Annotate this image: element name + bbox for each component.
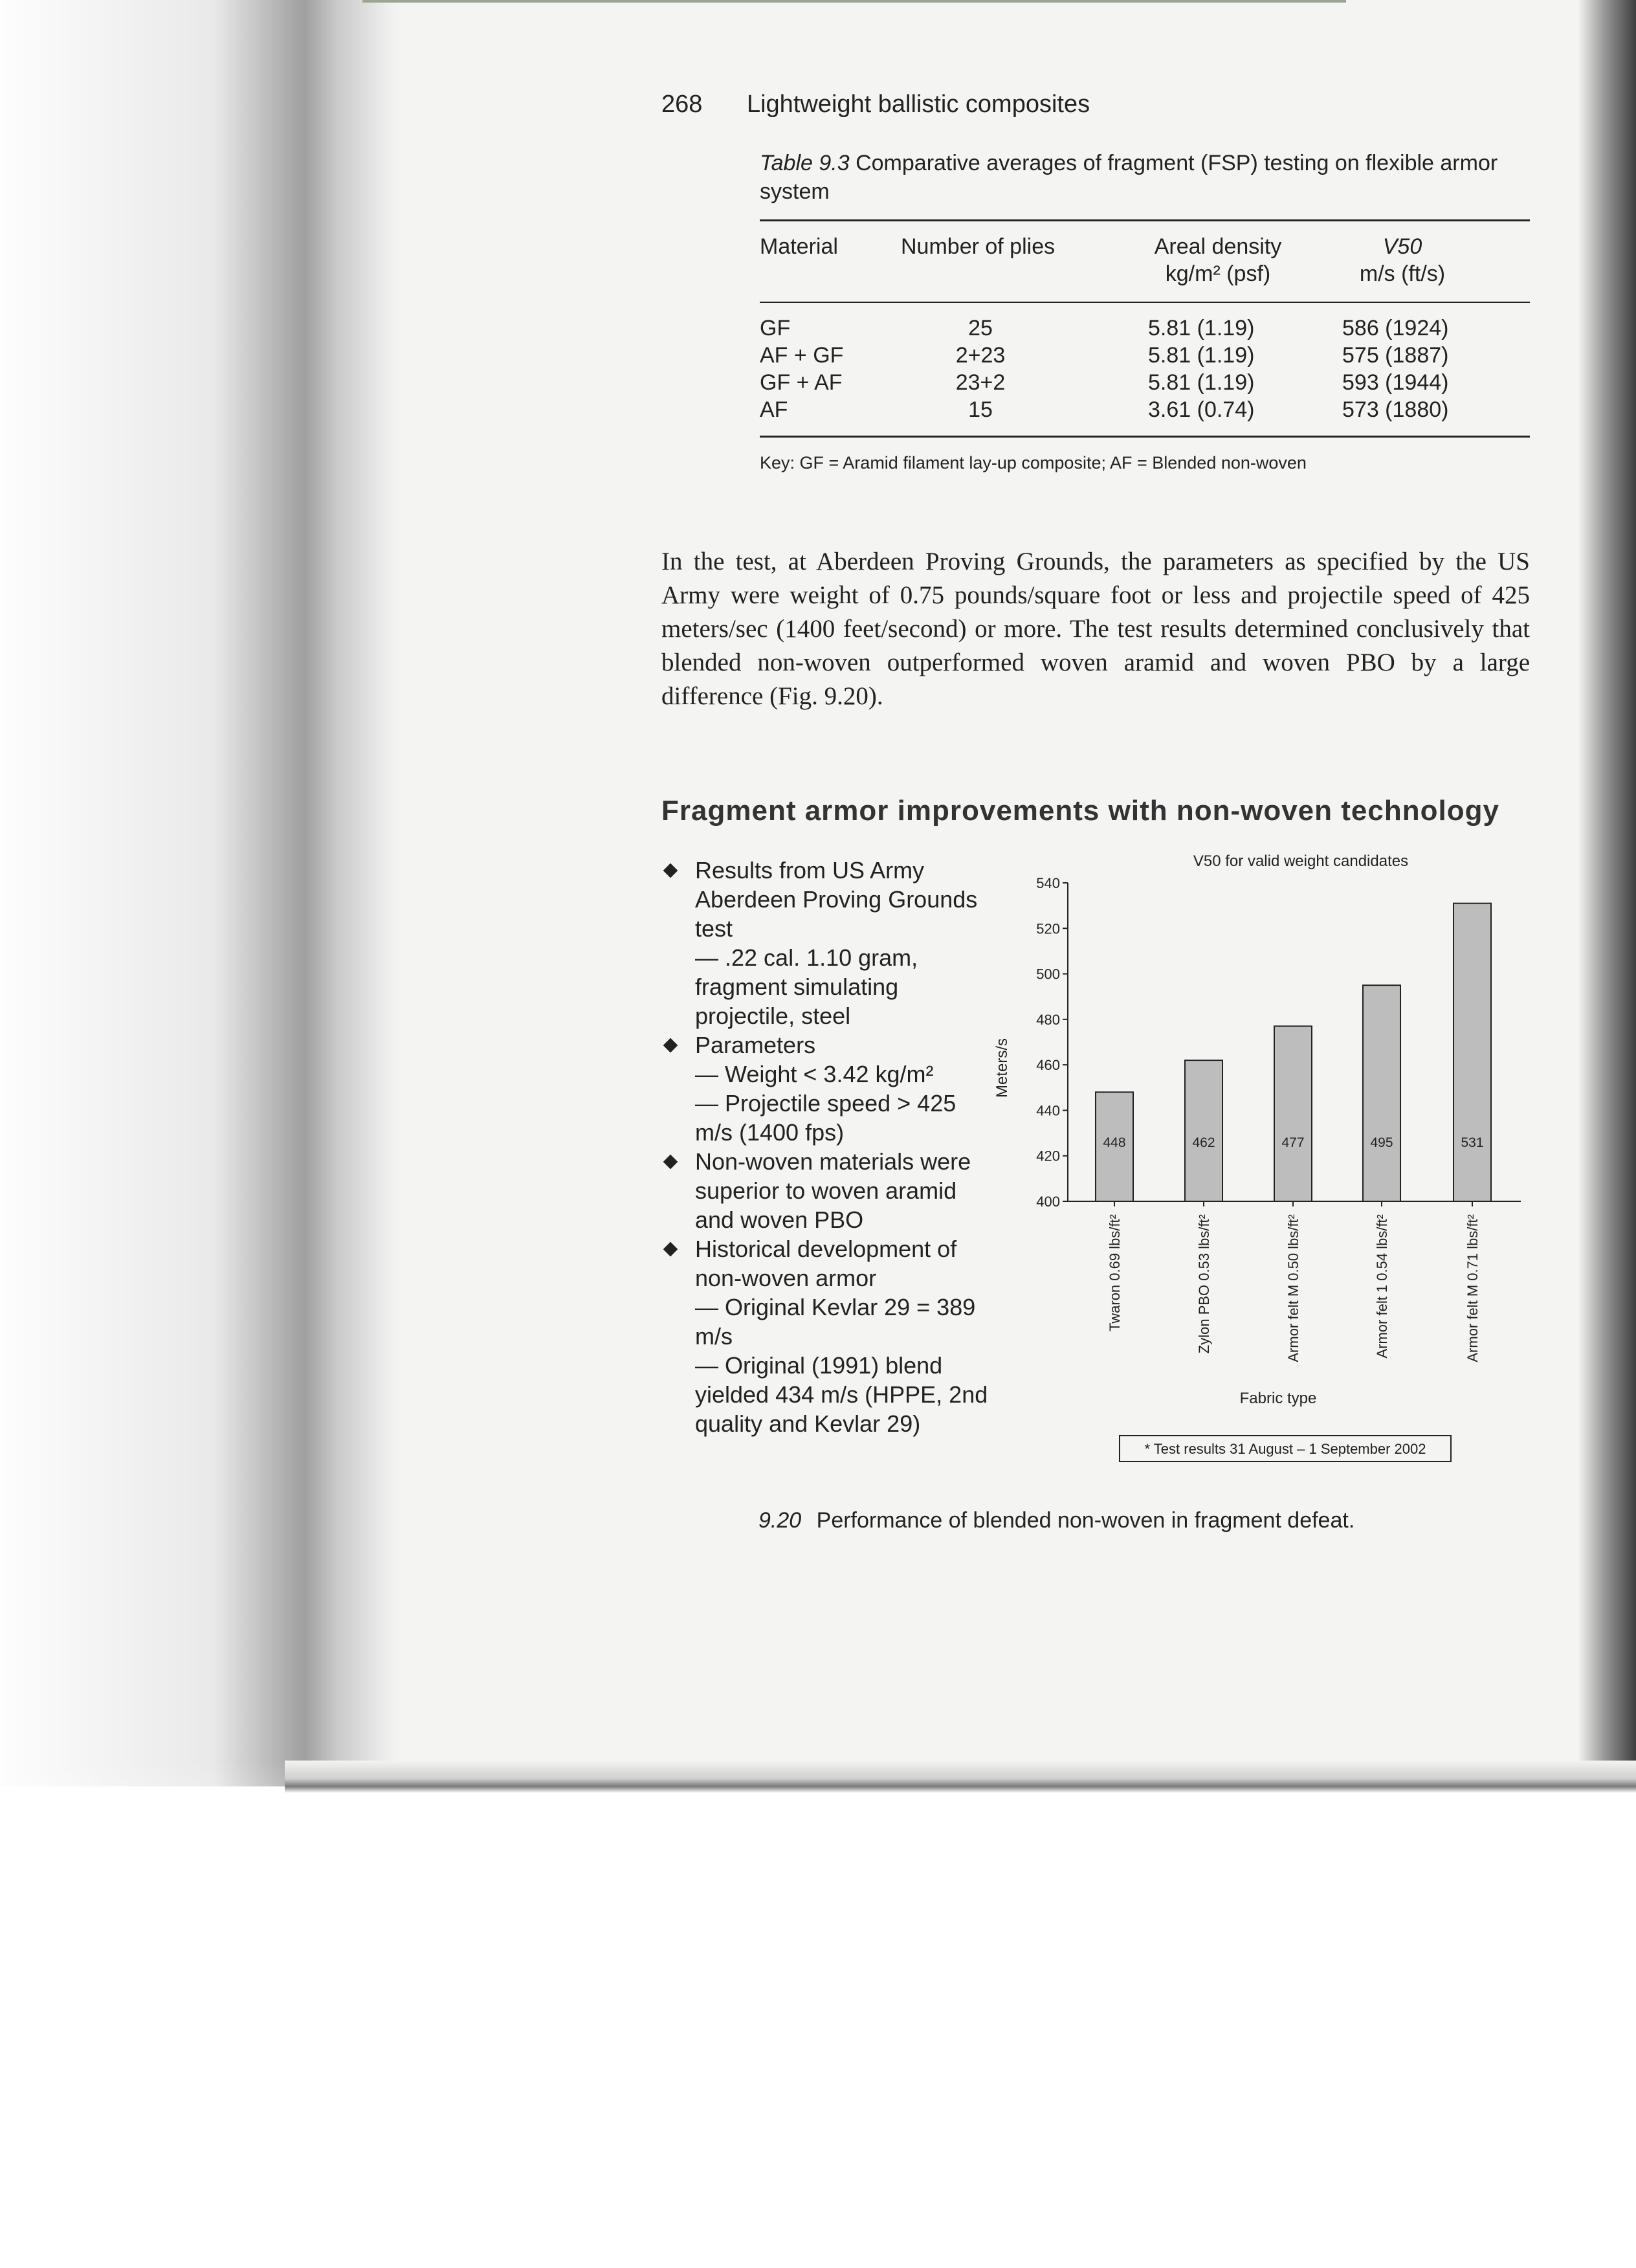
- header-density-label: Areal density: [1154, 234, 1282, 259]
- page-number: 268: [661, 91, 703, 118]
- y-tick-label: 500: [1036, 966, 1060, 983]
- table-key: Key: GF = Aramid filament lay-up composite; AF = Blended non-woven: [760, 453, 1307, 472]
- header-v50: [1341, 233, 1464, 287]
- header-v50-unit: m/s (ft/s): [1359, 261, 1446, 286]
- y-tick-label: 460: [1036, 1057, 1060, 1074]
- header-v50-label: V50: [1382, 234, 1422, 259]
- diamond-bullet-icon: [663, 863, 678, 878]
- table-cell-plies: 2+23: [955, 343, 1006, 368]
- table-cell-material: AF: [760, 397, 788, 422]
- test-note-text: * Test results 31 August – 1 September 2002: [1144, 1441, 1426, 1457]
- y-tick-label: 540: [1036, 875, 1060, 891]
- bullet-text: Historical development of non-woven armor: [695, 1236, 957, 1291]
- top-edge-line: [362, 0, 1346, 3]
- diamond-bullet-icon: [663, 1242, 678, 1257]
- bullet-text: Parameters: [695, 1032, 816, 1058]
- y-axis-label: Meters/s: [993, 1038, 1011, 1098]
- table-cell-density: 5.81 (1.19): [1148, 316, 1255, 340]
- figure-title: Fragment armor improvements with non-woven technology: [661, 795, 1499, 827]
- header-density: [1140, 233, 1296, 287]
- table-header-rule: [760, 302, 1530, 303]
- table-label: Table 9.3: [760, 151, 850, 175]
- table-top-rule: [760, 219, 1530, 221]
- bullet-item: [661, 1147, 998, 1234]
- chart-bar: [1454, 904, 1491, 1201]
- bar-value-label: 531: [1461, 1135, 1484, 1150]
- y-tick-label: 440: [1036, 1102, 1060, 1119]
- chart-bar: [1274, 1026, 1312, 1201]
- bullet-text: Non-woven materials were superior to woven aramid and woven PBO: [695, 1148, 971, 1233]
- running-head: [661, 91, 1090, 118]
- bar-value-label: 448: [1103, 1135, 1126, 1150]
- bullet-item: [661, 1030, 998, 1147]
- figure-bullet-list: [661, 856, 998, 1438]
- chart-bar: [1363, 985, 1400, 1201]
- bullet-subitem: — Weight < 3.42 kg/m²: [695, 1061, 934, 1087]
- running-title: Lightweight ballistic composites: [746, 91, 1090, 118]
- table-cell-plies: 25: [968, 316, 993, 340]
- header-material: Material: [760, 234, 838, 259]
- diamond-bullet-icon: [663, 1038, 678, 1053]
- x-tick-label: Zylon PBO 0.53 lbs/ft²: [1196, 1214, 1212, 1354]
- table-cell-material: GF: [760, 316, 791, 340]
- x-axis-label: Fabric type: [1239, 1390, 1317, 1407]
- bullet-subitem: — Projectile speed > 425 m/s (1400 fps): [695, 1090, 956, 1146]
- bullet-subitem: — Original (1991) blend yielded 434 m/s (HPPE, 2nd quality and Kevlar 29): [695, 1352, 988, 1437]
- bullet-item: [661, 1234, 998, 1438]
- chart-svg: [977, 841, 1527, 1476]
- table-caption: [760, 149, 1530, 206]
- x-tick-label: Armor felt M 0.50 lbs/ft²: [1285, 1214, 1301, 1362]
- table-cell-density: 5.81 (1.19): [1148, 343, 1255, 368]
- bar-value-label: 462: [1192, 1135, 1215, 1150]
- table-cell-density: 5.81 (1.19): [1148, 370, 1255, 395]
- scanner-background: [0, 1786, 1636, 2268]
- bullet-subitem: — .22 cal. 1.10 gram, fragment simulating projectile, steel: [695, 944, 918, 1029]
- table-cell-material: AF + GF: [760, 343, 844, 368]
- page-bottom-edge: [285, 1761, 1636, 1793]
- table-caption-text: Comparative averages of fragment (FSP) testing on flexible armor system: [760, 151, 1498, 204]
- table-cell-v50: 586 (1924): [1342, 316, 1449, 340]
- header-plies: Number of plies: [901, 234, 1056, 259]
- page-right-edge-shadow: [1578, 0, 1636, 1806]
- chart-title: V50 for valid weight candidates: [1193, 852, 1409, 870]
- v50-bar-chart: [977, 841, 1527, 1476]
- y-tick-label: 420: [1036, 1148, 1060, 1164]
- y-tick-label: 400: [1036, 1194, 1060, 1210]
- header-density-unit: kg/m² (psf): [1165, 261, 1271, 286]
- figure-caption: [758, 1508, 1354, 1533]
- table-cell-v50: 573 (1880): [1342, 397, 1449, 422]
- x-tick-label: Armor felt 1 0.54 lbs/ft²: [1374, 1214, 1390, 1359]
- bar-value-label: 495: [1370, 1135, 1393, 1150]
- x-tick-label: Twaron 0.69 lbs/ft²: [1107, 1214, 1123, 1331]
- bar-value-label: 477: [1281, 1135, 1305, 1150]
- y-tick-label: 480: [1036, 1011, 1060, 1028]
- table-cell-material: GF + AF: [760, 370, 843, 395]
- table-bottom-rule: [760, 436, 1530, 438]
- body-paragraph: In the test, at Aberdeen Proving Grounds, the parameters as specified by the US Army were weight of 0.75 pounds/square foot or less and projectile speed of 425 meters/sec (1400 feet/second) or more. The test results determined conclusively that blended non-woven outperformed woven aramid and woven PBO by a large difference (Fig. 9.20).: [661, 548, 1530, 710]
- table-cell-plies: 23+2: [955, 370, 1006, 395]
- table-cell-v50: 593 (1944): [1342, 370, 1449, 395]
- bullet-text: Results from US Army Aberdeen Proving Grounds test: [695, 857, 978, 942]
- y-tick-label: 520: [1036, 920, 1060, 937]
- bullet-item: [661, 856, 998, 1030]
- figure-caption-text: Performance of blended non-woven in fragment defeat.: [816, 1508, 1355, 1533]
- figure-caption-label: 9.20: [758, 1508, 802, 1533]
- table-cell-plies: 15: [968, 397, 993, 422]
- table-cell-v50: 575 (1887): [1342, 343, 1449, 368]
- table-cell-density: 3.61 (0.74): [1148, 397, 1255, 422]
- diamond-bullet-icon: [663, 1155, 678, 1170]
- x-tick-label: Armor felt M 0.71 lbs/ft²: [1465, 1214, 1481, 1362]
- bullet-subitem: — Original Kevlar 29 = 389 m/s: [695, 1294, 976, 1350]
- chart-bar: [1185, 1060, 1222, 1201]
